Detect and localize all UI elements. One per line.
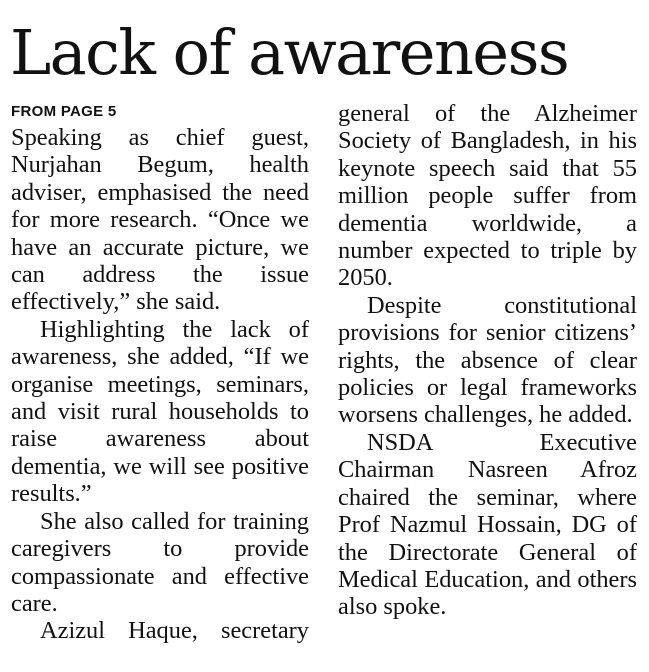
- paragraph-lack-of-awareness: Highlighting the lack of awareness, she added, “If we organise meetings, seminars, and visit rural households to raise awareness about dementia, we will see positive results.”: [11, 315, 309, 508]
- paragraph-seminar-chair: NSDA Executive Chairman Nasreen Afroz chaired the seminar, where Prof Nazmul Hossain, DG of the Directorate General of Medical Education, and others also spoke.: [338, 428, 637, 621]
- article-column-left: [11, 100, 309, 645]
- paragraph-keynote-speech: general of the Alzheimer Society of Bangladesh, in his keynote speech said that 55 million people suffer from dementia worldwide, a number expected to triple by 2050.: [338, 100, 637, 292]
- paragraph-constitutional-provisions: Despite constitutional provisions for senior citizens’ rights, the absence of clear policies or legal frameworks worsens challenges, he added.: [338, 291, 637, 429]
- headline: Lack of awareness: [10, 16, 569, 89]
- continuation-kicker: FROM PAGE 5: [11, 103, 117, 120]
- paragraph-azizul-haque-start: Azizul Haque, secretary: [40, 617, 309, 645]
- paragraph-training-caregivers: She also called for training caregivers to provide compassionate and effective care.: [11, 507, 309, 617]
- article-column-right: [338, 100, 637, 621]
- paragraph-chief-guest: Speaking as chief guest, Nurjahan Begum, health adviser, emphasised the need for more research. “Once we have an accurate picture, we can address the issue effectively,” she said.: [11, 124, 309, 316]
